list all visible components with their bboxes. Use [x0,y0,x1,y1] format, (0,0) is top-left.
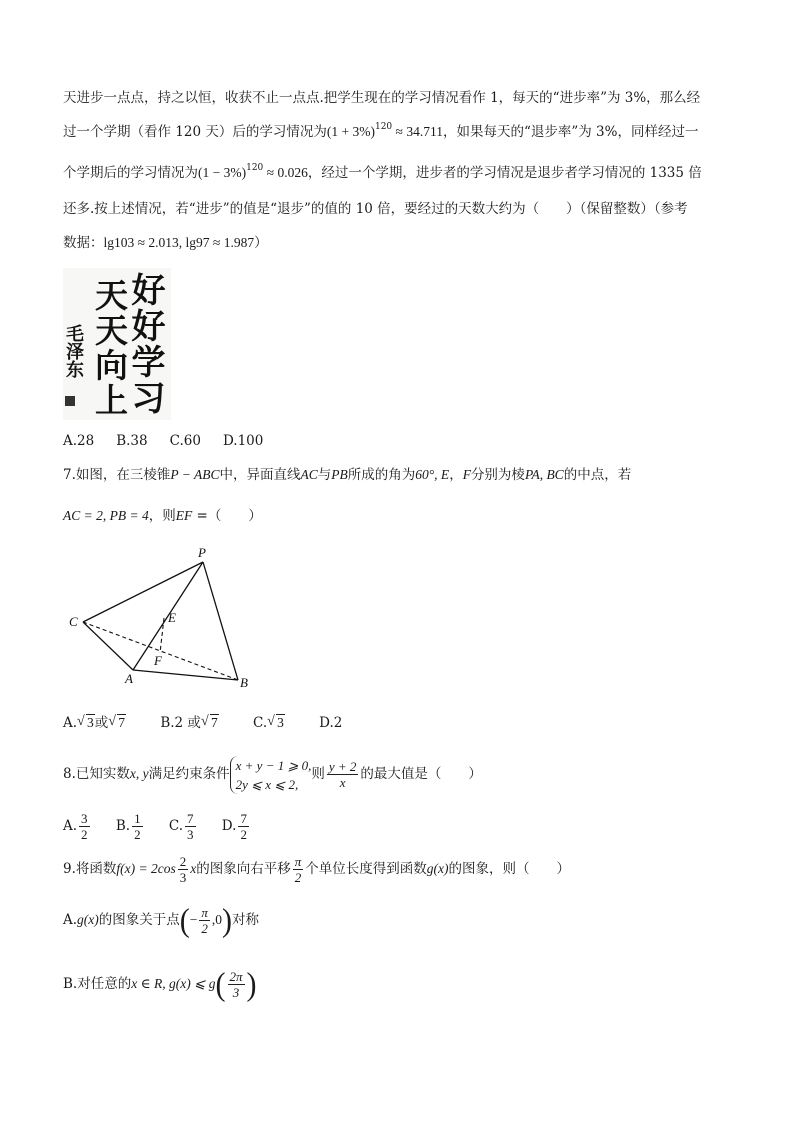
edge-ab [133,670,238,680]
q9-option-b-label: B.对任意的 [63,976,132,992]
seal-stamp [65,396,75,406]
paren-right-b: ) [246,965,257,1003]
q7-expr-h: 60°, E [415,467,450,482]
label-c: C [69,614,78,629]
q6-line3-expr: (1 − 3%) [198,165,247,180]
label-a: A [125,671,133,686]
q6-line5 [63,233,268,253]
q7-expr-j: F [462,467,471,482]
calligraphy-col-left: 天天向上 [90,278,129,418]
q8-constraint-system [230,756,312,794]
q6-option-d[interactable]: D.100 [222,433,264,449]
q6-option-b[interactable]: B.38 [116,433,148,449]
q9-line [63,851,570,887]
q9-option-a-text: 的图象关于点 [98,912,180,928]
q6-options [63,431,285,451]
q9-option-a-label: A. [63,912,78,928]
q9-shift-frac: $\frac{\pi}{2}$ [294,854,302,885]
label-b: B [240,675,248,690]
paren-right: ) [222,901,233,939]
q6-line3-val: ≈ 0.026 [263,165,308,180]
q9-text-c: 个单位长度得到函数 [305,861,427,877]
q7-option-b-label: B.2 或 [160,715,201,731]
q6-line2 [63,122,698,142]
q9-option-b[interactable] [63,966,257,1002]
q7-text-a: 7.如图，在三棱锥 [63,467,171,483]
q8-constraint-1: x + y − 1 ⩾ 0, [235,757,312,773]
q7-option-c[interactable] [253,715,289,731]
q6-line4: 还多.按上述情况，若“进步”的值是“退步”的值的 10 倍，要经过的天数大约为（ ）（保留整数）（参考 [63,201,688,217]
q8-vars: x, y [129,766,149,781]
q9-option-a-gx: g(x) [77,912,99,927]
q9-coef-frac: $\frac{2}{3}$ [179,854,187,885]
paren-left: ( [179,901,190,939]
q7-text-g: 所成的角为 [347,467,416,483]
q9-text-d: 的图象，则（ ） [448,861,570,877]
q7-options [63,713,342,733]
calligraphy-image [63,268,171,420]
q7-text-m: 的中点，若 [563,467,632,483]
q8-option-a[interactable]: A. $\frac{3}{2}$ [63,811,88,842]
q7-line2-expr2: EF [175,508,193,523]
q7-option-a-or: 或 [94,715,109,731]
q9-option-a[interactable] [63,902,259,938]
q8-text-b: 满足约束条件 [148,766,230,782]
q7-expr-d: AC [300,467,318,482]
q7-line2 [63,506,262,526]
q7-option-c-label: C. [252,715,268,731]
q9-option-b-expr: x ∈ R, g(x) ⩽ g [131,976,216,991]
q6-line5-text-b: ） [254,235,268,251]
sqrt-3: √ 3 [77,713,95,733]
q6-line2-val: ≈ 34.711 [392,124,443,139]
sqrt-3-c: √ 3 [267,713,285,733]
q8-constraint-2: 2y ⩽ x ⩽ 2, [235,776,299,792]
q7-text-e: 与 [317,467,332,483]
q7-line1 [63,465,631,485]
minus-sign: − [189,912,198,927]
q7-expr-l: PA, BC [524,467,564,482]
edge-cp [83,562,203,622]
edge-pb [203,562,238,680]
paren-left-b: ( [215,965,226,1003]
q8-option-b[interactable]: B. $\frac{1}{2}$ [115,811,141,842]
q6-line2-text-b: ，如果每天的“退步率”为 3%，同样经过一 [442,124,699,140]
q6-option-c[interactable]: C.60 [169,433,201,449]
q9-option-a-frac: $\frac{\pi}{2}$ [201,905,208,936]
comma-zero: ,0 [211,912,223,927]
q7-expr-b: P − ABC [170,467,220,482]
q9-gx: g(x) [426,861,449,876]
q6-line3-text-b: ，经过一个学期，进步者的学习情况是退步者学习情况的 1335 倍 [307,165,702,181]
q6-line3 [63,163,702,183]
q7-text-i: ， [449,467,463,483]
label-e: E [168,610,176,625]
q6-line2-expr: (1 + 3%) [326,124,375,139]
q7-text-k: 分别为棱 [470,467,525,483]
label-f: F [154,653,162,668]
q7-line2-text-b: =（ ） [192,508,262,524]
q8-text-a: 8.已知实数 [63,766,130,782]
q8-line [63,752,482,796]
q9-text-a: 9.将函数 [63,861,117,877]
q7-line2-expr: AC = 2, PB = 4 [63,508,149,523]
q8-options [63,808,251,844]
calligraphy-col-right: 好好学习 [125,272,165,416]
q8-option-c[interactable]: C. $\frac{7}{3}$ [168,811,194,842]
q6-line2-exp: 120 [374,122,393,132]
q9-text-b: 的图象向右平移 [196,861,291,877]
q7-expr-f: PB [331,467,348,482]
sqrt-7-b: √ 7 [201,713,219,733]
q7-option-a[interactable] [63,715,130,731]
q6-line5-text-a: 数据： [63,235,104,251]
calligraphy-signature: 毛泽东 [63,324,84,378]
q9-option-a-suffix: 对称 [232,912,260,928]
q6-line3-text-a: 个学期后的学习情况为 [63,165,198,181]
q7-tetrahedron-figure [60,540,260,690]
q9-x: x [190,861,197,876]
sqrt-7: √ 7 [108,713,126,733]
q8-option-d[interactable]: D. $\frac{7}{2}$ [221,811,247,842]
q6-line1: 天进步一点点，持之以恒，收获不止一点点.把学生现在的学习情况看作 1，每天的“进步率”为 3%，那么经 [63,90,701,106]
edge-cb-hidden [83,622,238,680]
q7-line2-text-a: ，则 [148,508,176,524]
q9-fx: f(x) = 2cos [116,861,176,876]
q8-text-c: 则 [311,766,325,782]
q6-option-a[interactable]: A.28 [63,433,95,449]
q8-objective-fraction: $\frac{y + 2}{x}$ [328,759,357,790]
edge-ca [83,622,133,670]
q6-line3-exp: 120 [246,163,264,173]
q9-option-b-frac: $\frac{2\pi}{3}$ [229,969,243,1000]
q7-option-a-label: A. [63,715,78,731]
q7-option-d[interactable]: D.2 [319,715,343,731]
label-p: P [198,545,206,560]
q7-option-b[interactable] [160,715,223,731]
q7-text-c: 中，异面直线 [219,467,301,483]
q8-text-d: 的最大值是（ ） [360,766,482,782]
q6-line5-expr: lg103 ≈ 2.013, lg97 ≈ 1.987 [103,235,255,250]
q6-line2-text-a: 过一个学期（看作 120 天）后的学习情况为 [63,124,327,140]
